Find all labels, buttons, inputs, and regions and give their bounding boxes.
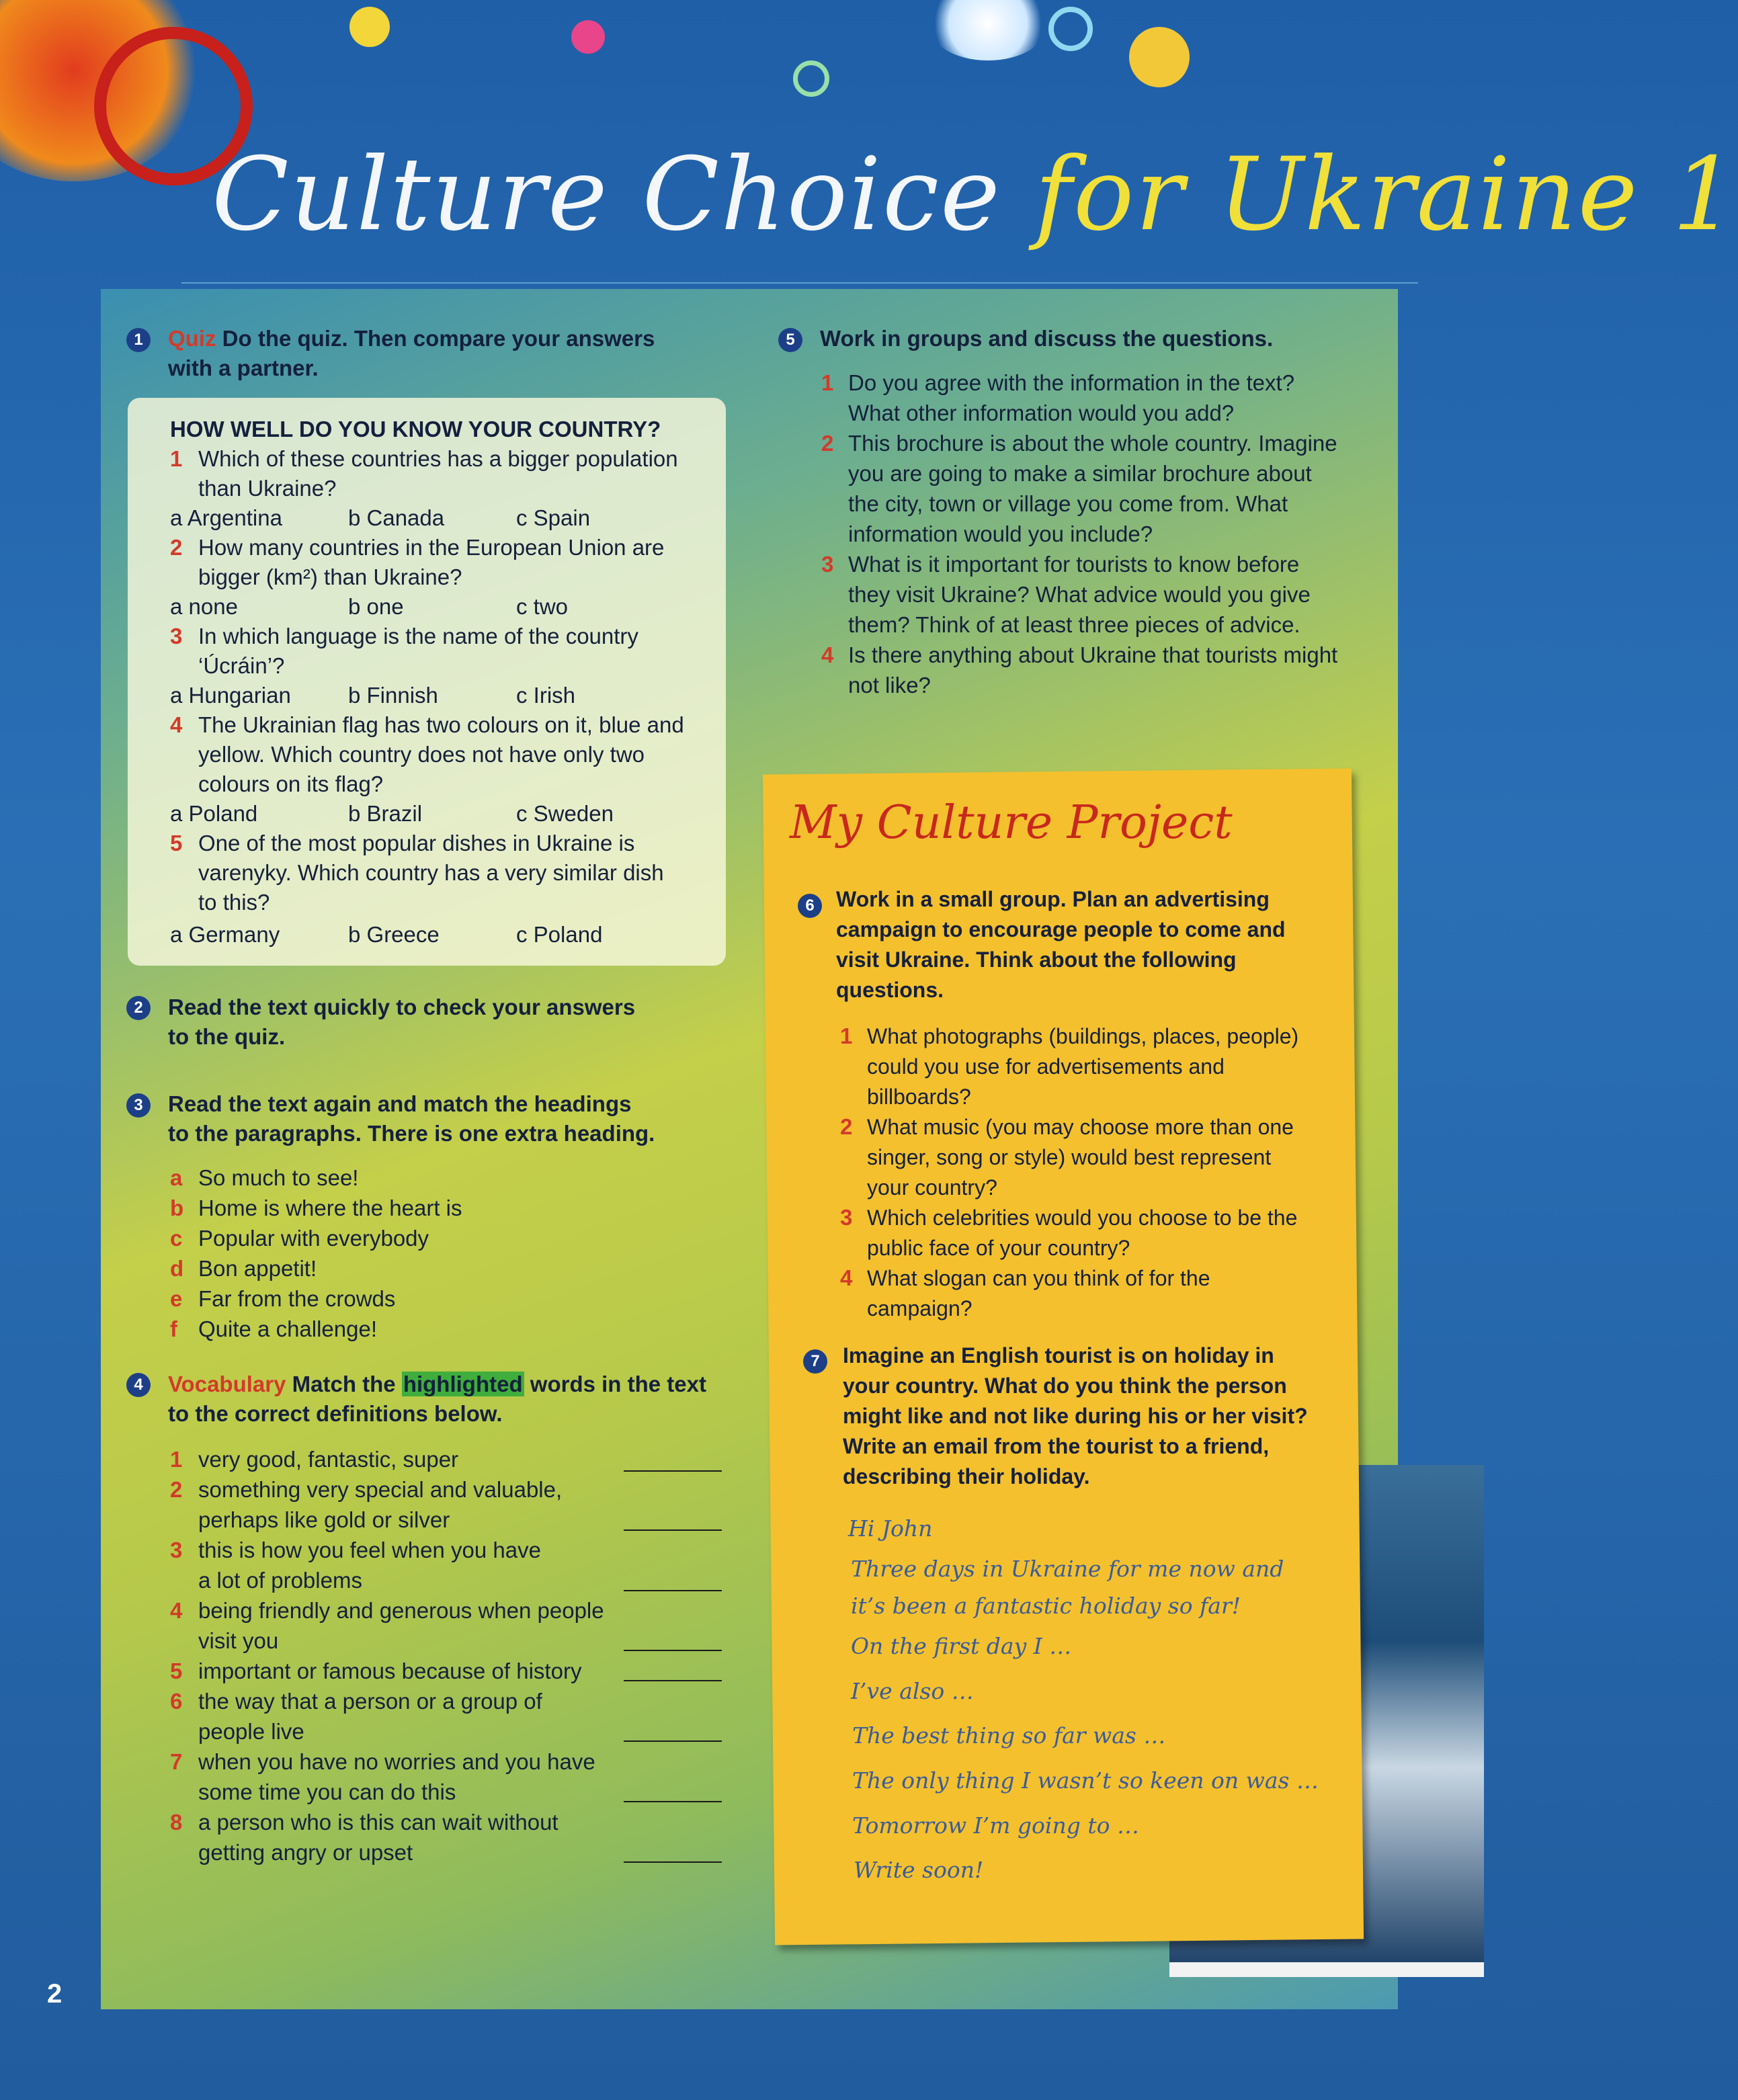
answer-option[interactable]: c Sweden [516,801,614,826]
discussion-number: 4 [821,642,834,667]
definition-number: 1 [170,1447,183,1472]
definition-text: visit you [198,1628,279,1653]
discussion-number: 2 [821,431,834,456]
heading-option: Home is where the heart is [198,1195,462,1220]
heading-option: Quite a challenge! [198,1316,378,1341]
definition-text: a person who is this can wait without [198,1810,558,1835]
heading-letter: c [170,1226,183,1251]
question-text: colours on its flag? [198,771,384,796]
exercise-number-badge: 6 [798,894,822,918]
exercise-number-badge: 3 [126,1093,151,1118]
project-question-text: campaign? [867,1296,973,1320]
definition-number: 7 [170,1749,183,1774]
project-question-text: public face of your country? [867,1236,1130,1260]
instruction-line: Read the text again and match the headings [168,1091,632,1116]
project-question-number: 2 [840,1114,853,1139]
definition-text: a lot of problems [198,1568,362,1593]
project-question-text: your country? [867,1175,997,1200]
instruction-line: describing their holiday. [843,1464,1090,1488]
project-question-text: What music (you may choose more than one [867,1115,1294,1139]
answer-option[interactable]: c Irish [516,683,576,708]
discussion-number: 3 [821,552,834,577]
instruction-line: to the quiz. [168,1024,286,1049]
answer-blank[interactable] [624,1740,722,1742]
question-text: ‘Úcráin’? [198,653,285,678]
exercise-1-instruction [168,324,719,383]
instruction-line: to the correct definitions below. [168,1401,503,1426]
discussion-text: you are going to make a similar brochure about [848,461,1312,486]
answer-blank[interactable] [624,1590,722,1591]
exercise-1-instruction-line-1: Do the quiz. Then compare your answers [216,326,655,351]
question-text: Which of these countries has a bigger population [198,446,678,471]
instruction-text: Match the [286,1372,402,1396]
project-question-number: 4 [840,1265,853,1290]
definition-number: 6 [170,1689,183,1714]
answer-option[interactable]: a Poland [170,801,258,826]
instruction-line: visit Ukraine. Think about the following [836,948,1237,972]
heading-letter: a [170,1165,183,1190]
question-number: 1 [170,446,183,471]
instruction-line: your country. What do you think the person [843,1374,1287,1398]
heading-option: Bon appetit! [198,1256,317,1281]
definition-text: something very special and valuable, [198,1477,563,1502]
question-text: How many countries in the European Union are [198,535,665,560]
exercise-1-instruction-line-2: with a partner. [168,355,319,380]
answer-blank[interactable] [624,1529,722,1531]
heading-option: So much to see! [198,1165,359,1190]
instruction-line: to the paragraphs. There is one extra heading. [168,1121,655,1146]
heading-option: Far from the crowds [198,1286,396,1311]
question-text: than Ukraine? [198,476,337,501]
answer-option[interactable]: b Finnish [348,683,438,708]
answer-option[interactable]: b one [348,594,404,619]
exercise-2-instruction [168,993,635,1052]
answer-option[interactable]: b Canada [348,505,445,530]
project-question-text: Which celebrities would you choose to be the [867,1206,1298,1230]
answer-blank[interactable] [624,1801,722,1802]
project-question-text: billboards? [867,1085,971,1109]
definition-text: important or famous because of history [198,1658,582,1683]
discussion-text: the city, town or village you come from. What [848,491,1288,516]
discussion-text: information would you include? [848,521,1153,546]
discussion-number: 1 [821,370,834,395]
answer-option[interactable]: c Spain [516,505,591,530]
project-question-text: What photographs (buildings, places, people) [867,1024,1299,1048]
exercise-7-instruction [843,1341,1308,1492]
heading-option: Popular with everybody [198,1226,429,1251]
vocabulary-label: Vocabulary [168,1372,286,1396]
discussion-text: they visit Ukraine? What advice would you give [848,582,1311,607]
project-title: My Culture Project [790,796,1233,849]
question-text: The Ukrainian flag has two colours on it, blue and [198,712,684,737]
definition-text: very good, fantastic, super [198,1447,459,1472]
answer-option[interactable]: c Poland [516,922,603,947]
definition-number: 5 [170,1658,183,1683]
discussion-text: them? Think of at least three pieces of advice. [848,612,1300,637]
answer-option[interactable]: a Hungarian [170,683,291,708]
definition-text: perhaps like gold or silver [198,1507,450,1532]
exercise-5-instruction: Work in groups and discuss the questions. [820,326,1274,351]
quiz-label: Quiz [168,326,216,351]
question-text: yellow. Which country does not have only two [198,742,645,767]
definition-text: this is how you feel when you have [198,1538,541,1562]
definition-text: people live [198,1719,304,1744]
definition-text: some time you can do this [198,1779,456,1804]
instruction-line: campaign to encourage people to come and [836,917,1286,941]
instruction-text: words in the text [524,1372,706,1396]
instruction-line: Imagine an English tourist is on holiday in [843,1343,1274,1368]
discussion-text: Is there anything about Ukraine that tourists might [848,642,1338,667]
title-part-1: Culture Choice [212,136,1001,253]
instruction-line: Read the text quickly to check your answers [168,995,636,1019]
answer-blank[interactable] [624,1861,722,1863]
email-line: On the first day I … [851,1633,1072,1659]
project-question-text: What slogan can you think of for the [867,1266,1210,1290]
instruction-line: Write an email from the tourist to a friend, [843,1434,1270,1458]
exercise-number-badge: 7 [803,1349,827,1374]
instruction-line: questions. [836,978,944,1002]
answer-blank[interactable] [624,1680,722,1681]
exercise-6-instruction [836,884,1286,1005]
definition-text: getting angry or upset [198,1840,413,1865]
answer-option[interactable]: a none [170,594,238,619]
heading-letter: e [170,1286,183,1311]
heading-letter: f [170,1316,177,1341]
answer-option[interactable]: b Brazil [348,801,423,826]
exercise-number-badge: 1 [126,328,151,352]
definition-number: 4 [170,1598,183,1623]
instruction-line: Work in a small group. Plan an advertising [836,887,1270,911]
question-text: bigger (km²) than Ukraine? [198,564,462,589]
discussion-text: This brochure is about the whole country. Imagine [848,431,1337,456]
heading-letter: d [170,1256,184,1281]
title-underline [181,282,1418,284]
question-text: varenyky. Which country has a very similar dish [198,860,664,885]
question-text: to this? [198,890,270,915]
question-text: One of the most popular dishes in Ukraine is [198,831,635,855]
answer-option[interactable]: a Germany [170,922,280,947]
instruction-line: might like and not like during his or her visit? [843,1404,1308,1428]
exercise-number-badge: 2 [126,996,151,1020]
email-line: The best thing so far was … [852,1722,1166,1749]
email-line: The only thing I wasn’t so keen on was … [852,1767,1319,1794]
heading-letter: b [170,1195,184,1220]
answer-option[interactable]: b Greece [348,922,440,947]
project-question-number: 3 [840,1205,853,1230]
discussion-text: Do you agree with the information in the text? [848,370,1295,395]
exercise-number-badge: 5 [778,328,802,352]
question-number: 3 [170,624,183,648]
discussion-text: not like? [848,673,931,698]
email-line: Three days in Ukraine for me now and [851,1556,1284,1582]
exercise-4-instruction [168,1370,706,1429]
definition-text: the way that a person or a group of [198,1689,542,1714]
email-line: I’ve also … [851,1678,974,1704]
answer-blank[interactable] [624,1470,722,1472]
email-line: Tomorrow I’m going to … [852,1812,1139,1839]
definition-text: being friendly and generous when people [198,1598,604,1623]
question-number: 4 [170,712,183,737]
page-number: 2 [47,1979,63,2009]
quiz-heading: HOW WELL DO YOU KNOW YOUR COUNTRY? [170,417,661,442]
decorative-yellow-splash [1129,27,1190,87]
definition-number: 8 [170,1810,183,1835]
project-question-text: singer, song or style) would best represent [867,1145,1272,1169]
project-question-text: could you use for advertisements and [867,1054,1225,1079]
email-line: Write soon! [854,1857,984,1883]
decorative-white-splash [927,0,1048,60]
decorative-pink-dot [571,20,605,54]
definition-number: 2 [170,1477,183,1502]
decorative-blue-ring [1048,7,1093,51]
answer-option[interactable]: c two [516,594,569,619]
question-number: 2 [170,535,183,560]
highlighted-word: highlighted [403,1372,523,1396]
question-number: 5 [170,831,183,855]
definition-text: when you have no worries and you have [198,1749,595,1774]
email-line: it’s been a fantastic holiday so far! [851,1593,1241,1619]
title-part-2: for Ukraine 1 [1034,136,1738,253]
exercise-3-instruction [168,1089,655,1148]
discussion-text: What is it important for tourists to know before [848,552,1300,577]
photo-border [1169,1962,1484,1977]
answer-option[interactable]: a Argentina [170,505,282,530]
discussion-text: What other information would you add? [848,401,1235,425]
decorative-yellow-dot [349,7,390,47]
answer-blank[interactable] [624,1650,722,1651]
definition-number: 3 [170,1538,183,1562]
page-title [212,128,1738,262]
exercise-number-badge: 4 [126,1373,151,1397]
decorative-green-dot [793,60,829,97]
question-text: In which language is the name of the country [198,624,638,648]
project-question-number: 1 [840,1023,853,1048]
email-line: Hi John [848,1515,933,1542]
